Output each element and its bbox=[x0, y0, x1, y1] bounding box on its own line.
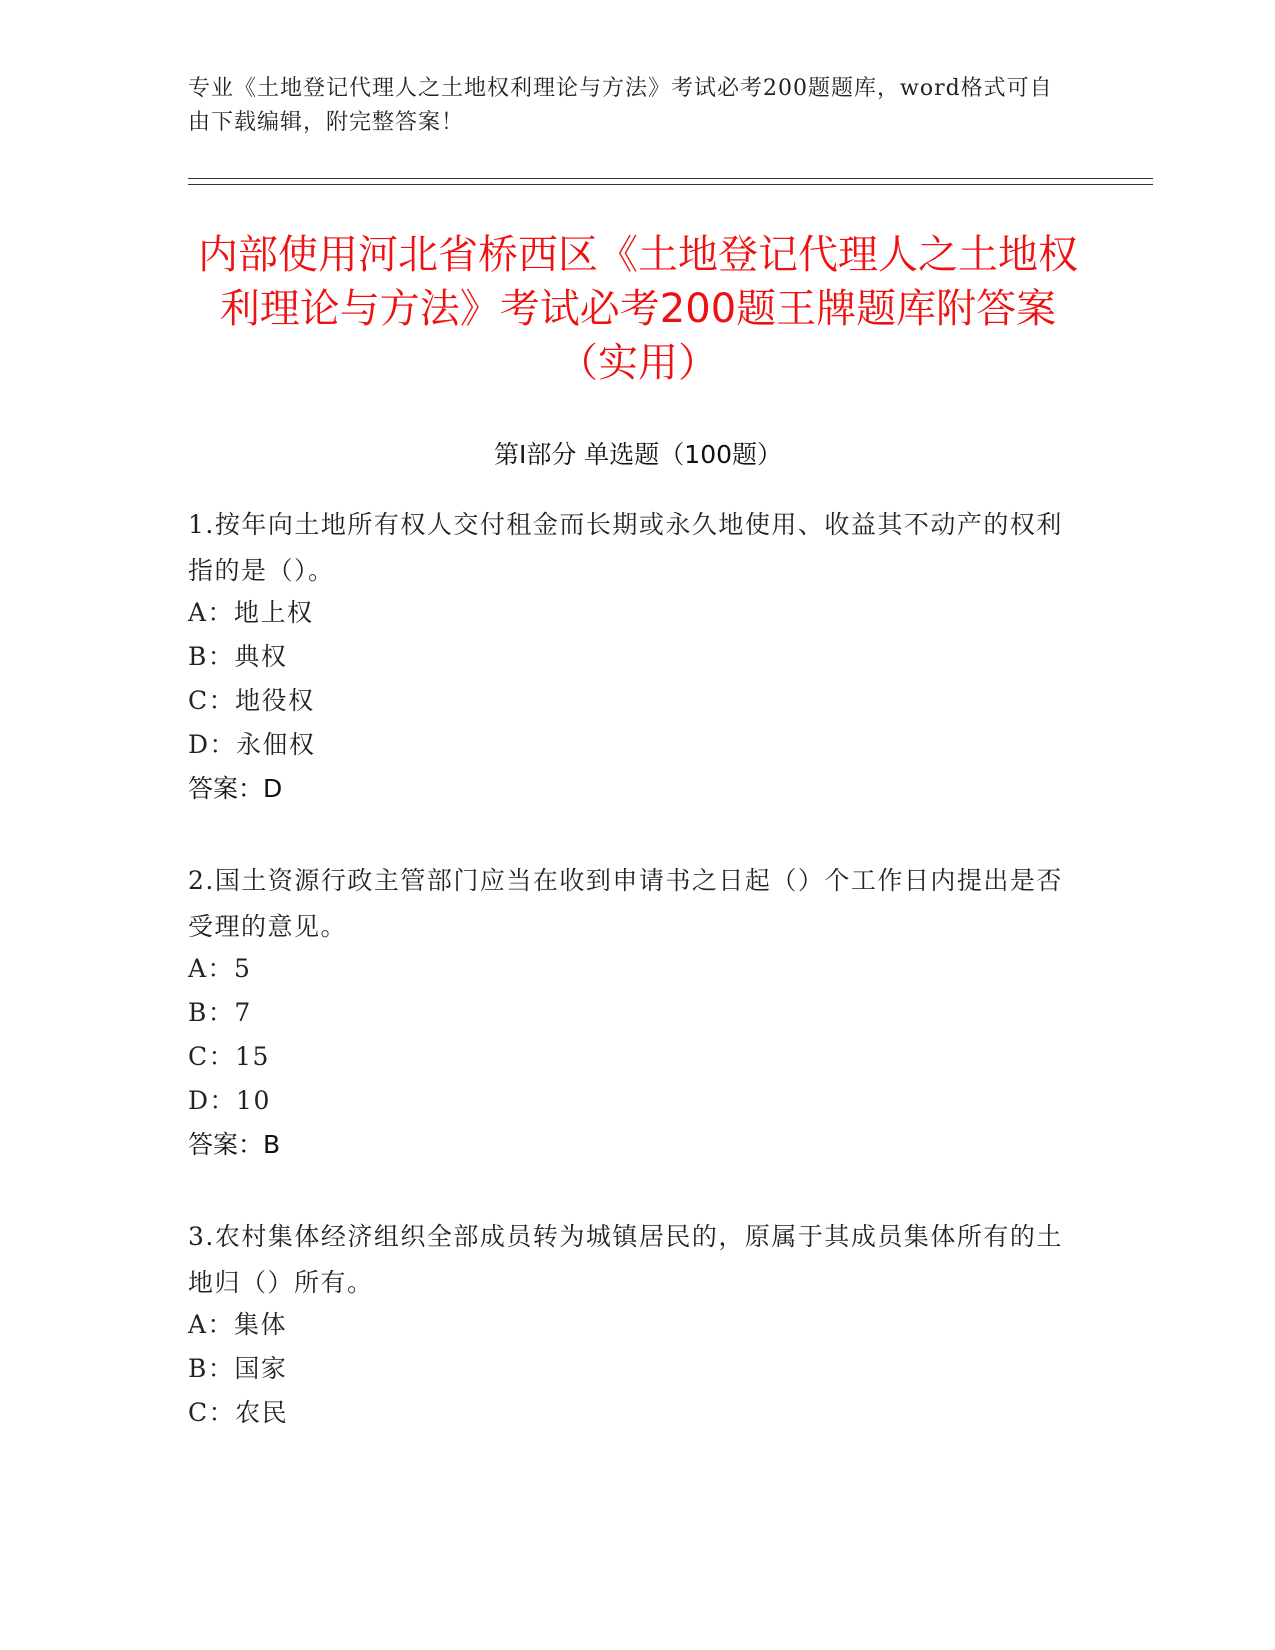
question-2-option-c: C：15 bbox=[188, 1042, 270, 1071]
header-divider-top bbox=[188, 178, 1153, 179]
section-heading: 第Ⅰ部分 单选题（100题） bbox=[493, 440, 783, 469]
question-2-option-d: D：10 bbox=[188, 1086, 271, 1115]
question-1-option-a: A：地上权 bbox=[188, 598, 314, 627]
header-divider-bottom bbox=[188, 184, 1153, 185]
question-2-option-b: B：7 bbox=[188, 998, 252, 1027]
question-3-option-b: B：国家 bbox=[188, 1354, 288, 1383]
question-1-option-b: B：典权 bbox=[188, 642, 288, 671]
question-3-text: 3.农村集体经济组织全部成员转为城镇居民的，原属于其成员集体所有的土地归（）所有。 bbox=[188, 1222, 1063, 1297]
question-2-text: 2.国土资源行政主管部门应当在收到申请书之日起（）个工作日内提出是否受理的意见。 bbox=[188, 866, 1063, 941]
question-1-option-d: D：永佃权 bbox=[188, 730, 316, 759]
question-2-option-a: A：5 bbox=[188, 954, 252, 983]
question-1-answer: 答案：D bbox=[188, 774, 283, 803]
question-1-text: 1.按年向土地所有权人交付租金而长期或永久地使用、收益其不动产的权利指的是（）。 bbox=[188, 510, 1063, 585]
document-title: 内部使用河北省桥西区《土地登记代理人之土地权利理论与方法》考试必考200题王牌题库附答案（实用） bbox=[198, 232, 1078, 386]
question-2-answer: 答案：B bbox=[188, 1130, 281, 1159]
question-1-option-c: C：地役权 bbox=[188, 686, 315, 715]
question-3-option-a: A：集体 bbox=[188, 1310, 288, 1339]
header-note: 专业《土地登记代理人之土地权利理论与方法》考试必考200题题库，word格式可自由下载编辑，附完整答案！ bbox=[188, 76, 1053, 135]
question-3-option-c: C：农民 bbox=[188, 1398, 289, 1427]
